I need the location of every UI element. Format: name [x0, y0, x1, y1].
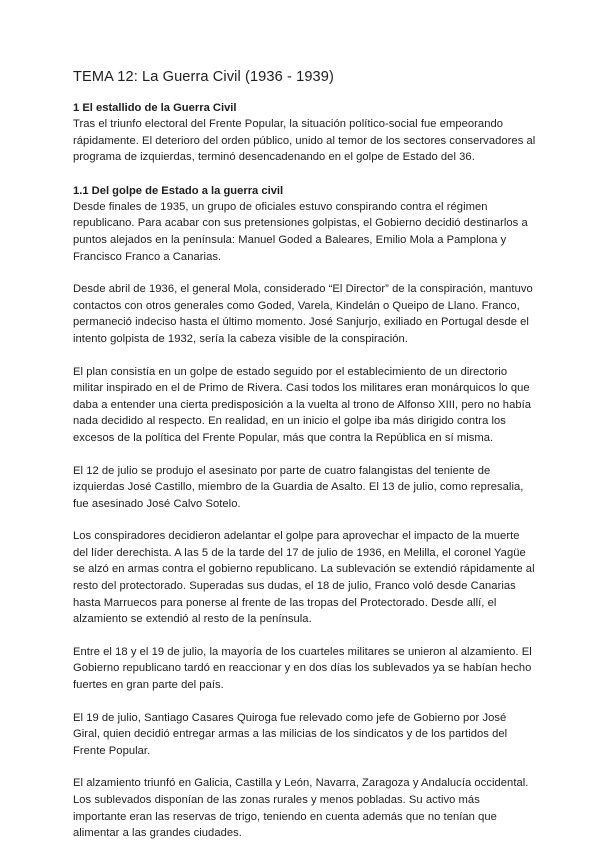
paragraph: Desde finales de 1935, un grupo de oficiales estuvo conspirando contra el régimen republicano. Para acabar con sus pretensiones golpistas, el Gobierno decidió destinarlos a puntos alejados en la península: Manuel Goded a Baleares, Emilio Mola a Pamplona y Francisco Franco a Canarias. [73, 200, 528, 263]
section-paragraph: Tras el triunfo electoral del Frente Popular, la situación político-social fue empeorando rápidamente. El deterioro del orden público, unido al temor de los sectores conservadores al programa de izquierdas, terminó desencadenando en el golpe de Estado del 36. [73, 118, 536, 164]
paragraph: Desde abril de 1936, el general Mola, considerado “El Director” de la conspiración, mantuvo contactos con otros generales como Goded, Varela, Kindelán o Queipo de Llano. Franco, permaneció indeciso hasta el último momento. José Sanjurjo, exiliado en Portugal desde el intento golpista de 1932, sería la cabeza visible de la conspiración. [73, 283, 533, 345]
document-title: TEMA 12: La Guerra Civil (1936 - 1939) [73, 69, 334, 85]
subsection-heading: 1.1 Del golpe de Estado a la guerra civil [73, 184, 284, 197]
paragraph: Los conspiradores decidieron adelantar el golpe para aprovechar el impacto de la muerte del líder derechista. A las 5 de la tarde del 17 de julio de 1936, en Melilla, el coronel Yagüe se alzó en armas contra el gobierno republicano. La sublevación se extendió rápidamente al resto del protectorado. Superadas sus dudas, el 18 de julio, Franco voló desde Canarias hasta Marruecos para ponerse al frente de las tropas del Protectorado. Desde allí, el alzamiento se extendió al resto de la península. [73, 530, 535, 626]
paragraph: Entre el 18 y el 19 de julio, la mayoría de los cuarteles militares se unieron al alzamiento. El Gobierno republicano tardó en reaccionar y en dos días los sublevados ya se habían hecho fuertes en gran parte del país. [73, 645, 532, 692]
section-heading: 1 El estallido de la Guerra Civil [73, 102, 237, 114]
paragraph: El alzamiento triunfó en Galicia, Castilla y León, Navarra, Zaragoza y Andalucía occidental. Los sublevados disponían de las zonas rurales y menos pobladas. Su activo más importante eran las reservas de trigo, teniendo en cuenta además que no tenían que alimentar a las grandes ciudades. [73, 777, 529, 840]
paragraph: El plan consistía en un golpe de estado seguido por el establecimiento de un directorio militar inspirado en el de Primo de Rivera. Casi todos los militares eran monárquicos lo que daba a entender una cierta predisposición a la vuelta al trono de Alfonso XIII, pero no había nada decidido al respecto. En realidad, en un inicio el golpe iba más dirigido contra los excesos de la política del Frente Popular, más que contra la República en sí misma. [73, 365, 532, 444]
paragraph: El 19 de julio, Santiago Casares Quiroga fue relevado como jefe de Gobierno por José Giral, quien decidió entregar armas a las milicias de los sindicatos y de los partidos del Frente Popular. [73, 711, 508, 757]
paragraph: El 12 de julio se produjo el asesinato por parte de cuatro falangistas del teniente de izquierdas José Castillo, miembro de la Guardia de Asalto. El 13 de julio, como represalia, fue asesinado José Calvo Sotelo. [73, 464, 524, 510]
